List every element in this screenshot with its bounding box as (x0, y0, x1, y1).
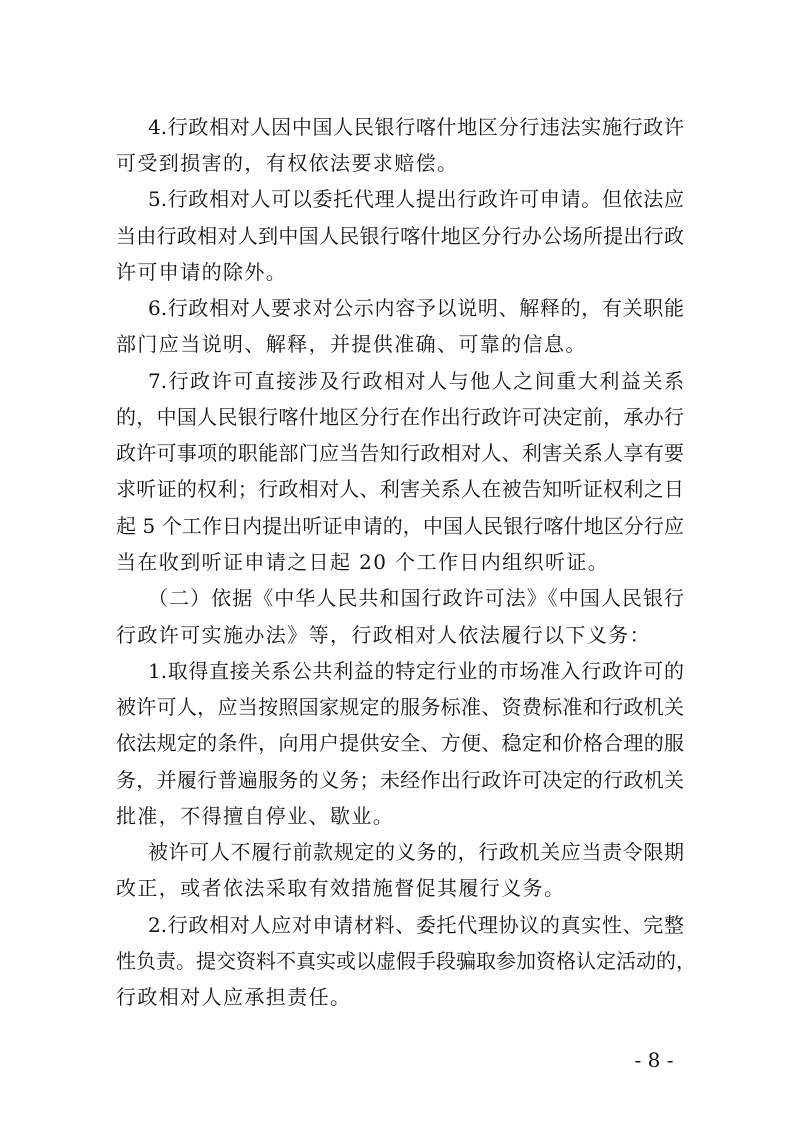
text-line: 改正，或者依法采取有效措施督促其履行义务。 (116, 876, 566, 900)
text-line: 1.取得直接关系公共利益的特定行业的市场准入行政许可的 (148, 659, 684, 683)
text-line: （二）依据《中华人民共和国行政许可法》《中国人民银行 (148, 586, 684, 610)
text-line: 行政相对人应承担责任。 (116, 985, 352, 1009)
text-line: 6.行政相对人要求对公示内容予以说明、解释的，有关职能 (148, 296, 684, 320)
text-line: 批准，不得擅自停业、歇业。 (116, 804, 395, 828)
text-line: 2.行政相对人应对申请材料、委托代理协议的真实性、完整 (148, 913, 684, 937)
text-line: 当由行政相对人到中国人民银行喀什地区分行办公场所提出行政 (116, 224, 684, 248)
text-line: 政许可事项的职能部门应当告知行政相对人、利害关系人享有要 (116, 441, 684, 465)
text-line: 求听证的权利；行政相对人、利害关系人在被告知听证权利之日 (116, 477, 684, 501)
text-line: 行政许可实施办法》等，行政相对人依法履行以下义务： (116, 623, 651, 647)
text-line: 可受到损害的，有权依法要求赔偿。 (116, 151, 459, 175)
text-line: 许可申请的除外。 (116, 260, 288, 284)
text-line: 被许可人，应当按照国家规定的服务标准、资费标准和行政机关 (116, 695, 684, 719)
text-line: 依法规定的条件，向用户提供安全、方便、稳定和价格合理的服 (116, 731, 684, 755)
text-line: 4.行政相对人因中国人民银行喀什地区分行违法实施行政许 (148, 115, 684, 139)
text-line: 当在收到听证申请之日起 20 个工作日内组织听证。 (116, 550, 610, 574)
page-number: - 8 - (634, 1048, 674, 1072)
text-line: 的，中国人民银行喀什地区分行在作出行政许可决定前，承办行 (116, 405, 684, 429)
text-line: 5.行政相对人可以委托代理人提出行政许可申请。但依法应 (148, 187, 684, 211)
text-line: 部门应当说明、解释，并提供准确、可靠的信息。 (116, 332, 587, 356)
text-line: 务，并履行普遍服务的义务；未经作出行政许可决定的行政机关 (116, 768, 684, 792)
text-line: 7.行政许可直接涉及行政相对人与他人之间重大利益关系 (148, 369, 684, 393)
text-line: 起 5 个工作日内提出听证申请的，中国人民银行喀什地区分行应 (116, 514, 684, 538)
text-line: 被许可人不履行前款规定的义务的，行政机关应当责令限期 (148, 840, 684, 864)
text-line: 性负责。提交资料不真实或以虚假手段骗取参加资格认定活动的， (116, 949, 696, 973)
